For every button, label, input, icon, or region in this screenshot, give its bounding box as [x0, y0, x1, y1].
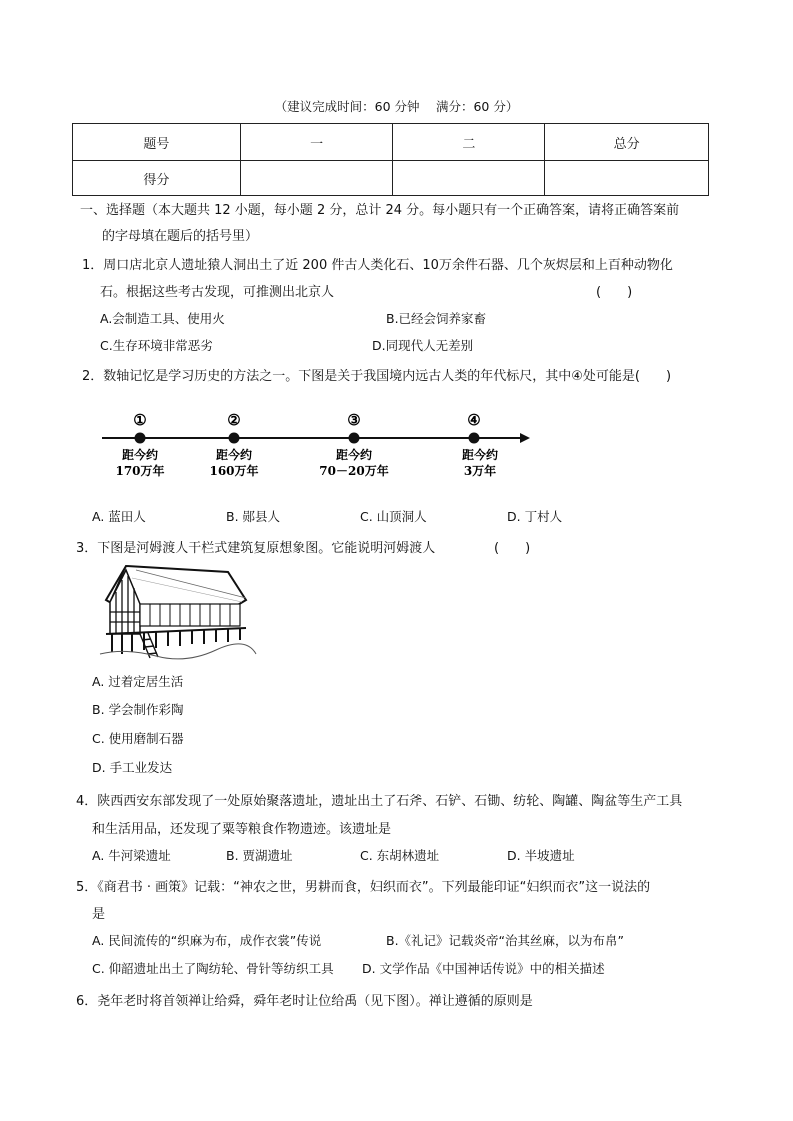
question-2: 2．数轴记忆是学习历史的方法之一。下图是关于我国境内远古人类的年代标尺，其中④处可能是( )	[82, 369, 672, 384]
timeline-label: 距今约	[215, 448, 253, 462]
section-title: 一、选择题（本大题共 12 小题，每小题 2 分，总计 24 分。每小题只有一个正确答案，请将正确答案前	[80, 203, 680, 218]
timeline-label: 距今约	[121, 448, 159, 462]
timeline-label: 70－20万年	[319, 464, 389, 478]
option-a[interactable]: A. 牛河梁遗址	[92, 848, 171, 863]
timeline-point-3	[319, 411, 388, 478]
option-d[interactable]: D.同现代人无差别	[372, 338, 474, 353]
option-a[interactable]: A. 蓝田人	[92, 509, 146, 524]
table-cell: 一	[240, 124, 393, 161]
option-c[interactable]: C. 使用磨制石器	[92, 731, 184, 746]
option-c[interactable]: C. 山顶洞人	[360, 509, 427, 524]
option-b[interactable]: B. 学会制作彩陶	[92, 702, 184, 717]
table-cell: 二	[393, 124, 545, 161]
question-5-cont: 是	[92, 907, 106, 922]
option-b[interactable]: B. 贾湖遗址	[226, 848, 293, 863]
timeline-num: ④	[467, 411, 481, 429]
timeline-label: 170万年	[115, 464, 165, 478]
question-4-cont: 和生活用品，还发现了粟等粮食作物遗迹。该遗址是	[92, 822, 392, 837]
table-cell: 题号	[73, 124, 241, 161]
score-table	[72, 123, 709, 196]
timeline-point-1	[115, 411, 164, 478]
timeline-num: ①	[133, 411, 147, 429]
question-1-cont: 石。根据这些考古发现，可推测出北京人	[100, 285, 335, 300]
question-1: 1．周口店北京人遗址猿人洞出土了近 200 件古人类化石、10万余件石器、几个灰烬层和上百种动物化	[82, 258, 673, 273]
score-input-cell[interactable]	[393, 161, 545, 196]
timeline-num: ③	[347, 411, 361, 429]
option-d[interactable]: D. 丁村人	[507, 509, 563, 524]
timeline-figure	[96, 405, 536, 495]
option-c[interactable]: C. 东胡林遗址	[360, 848, 440, 863]
timeline-num: ②	[227, 411, 241, 429]
time-note: （建议完成时间：60 分钟 满分：60 分）	[274, 99, 519, 114]
answer-bracket[interactable]: ( )	[494, 541, 531, 556]
option-d[interactable]: D. 文学作品《中国神话传说》中的相关描述	[362, 961, 605, 976]
table-cell: 总分	[545, 124, 709, 161]
option-d[interactable]: D. 手工业发达	[92, 760, 173, 775]
timeline-label: 距今约	[461, 448, 499, 462]
question-5: 5．《商君书 · 画策》记载：“神农之世，男耕而食，妇织而衣”。下列最能印证“妇织而衣”这一说法的	[76, 880, 651, 895]
option-b[interactable]: B.已经会饲养家畜	[386, 311, 487, 326]
timeline-dot	[229, 433, 240, 444]
option-b[interactable]: B.《礼记》记载炎帝“治其丝麻，以为布帛”	[386, 933, 625, 948]
option-a[interactable]: A. 过着定居生活	[92, 674, 184, 689]
timeline-label: 3万年	[463, 464, 497, 478]
timeline-arrow	[520, 433, 530, 443]
timeline-label: 距今约	[335, 448, 373, 462]
option-d[interactable]: D. 半坡遗址	[507, 848, 575, 863]
timeline-dot	[135, 433, 146, 444]
answer-bracket[interactable]: ( )	[596, 285, 633, 300]
stilt-house-svg	[96, 562, 261, 662]
timeline-point-4	[462, 411, 498, 478]
option-c[interactable]: C.生存环境非常恶劣	[100, 338, 213, 353]
timeline-point-2	[209, 411, 258, 478]
option-c[interactable]: C. 仰韶遗址出土了陶纺轮、骨针等纺织工具	[92, 961, 334, 976]
timeline-svg	[96, 405, 536, 495]
timeline-dot	[469, 433, 480, 444]
question-6: 6．尧年老时将首领禅让给舜，舜年老时让位给禹（见下图）。禅让遵循的原则是	[76, 994, 533, 1009]
stilt-house-illustration	[96, 562, 261, 662]
question-3: 3．下图是河姆渡人干栏式建筑复原想象图。它能说明河姆渡人	[76, 541, 436, 556]
score-input-cell[interactable]	[545, 161, 709, 196]
option-b[interactable]: B. 郧县人	[226, 509, 281, 524]
option-a[interactable]: A.会制造工具、使用火	[100, 311, 225, 326]
timeline-dot	[349, 433, 360, 444]
score-input-cell[interactable]	[240, 161, 393, 196]
question-4: 4．陕西西安东部发现了一处原始聚落遗址，遗址出土了石斧、石铲、石锄、纺轮、陶罐、陶盆等生产工具	[76, 794, 683, 809]
timeline-label: 160万年	[209, 464, 259, 478]
section-title-cont: 的字母填在题后的括号里）	[102, 229, 259, 244]
table-cell: 得分	[73, 161, 241, 196]
option-a[interactable]: A. 民间流传的“织麻为布，成作衣裳”传说	[92, 933, 322, 948]
